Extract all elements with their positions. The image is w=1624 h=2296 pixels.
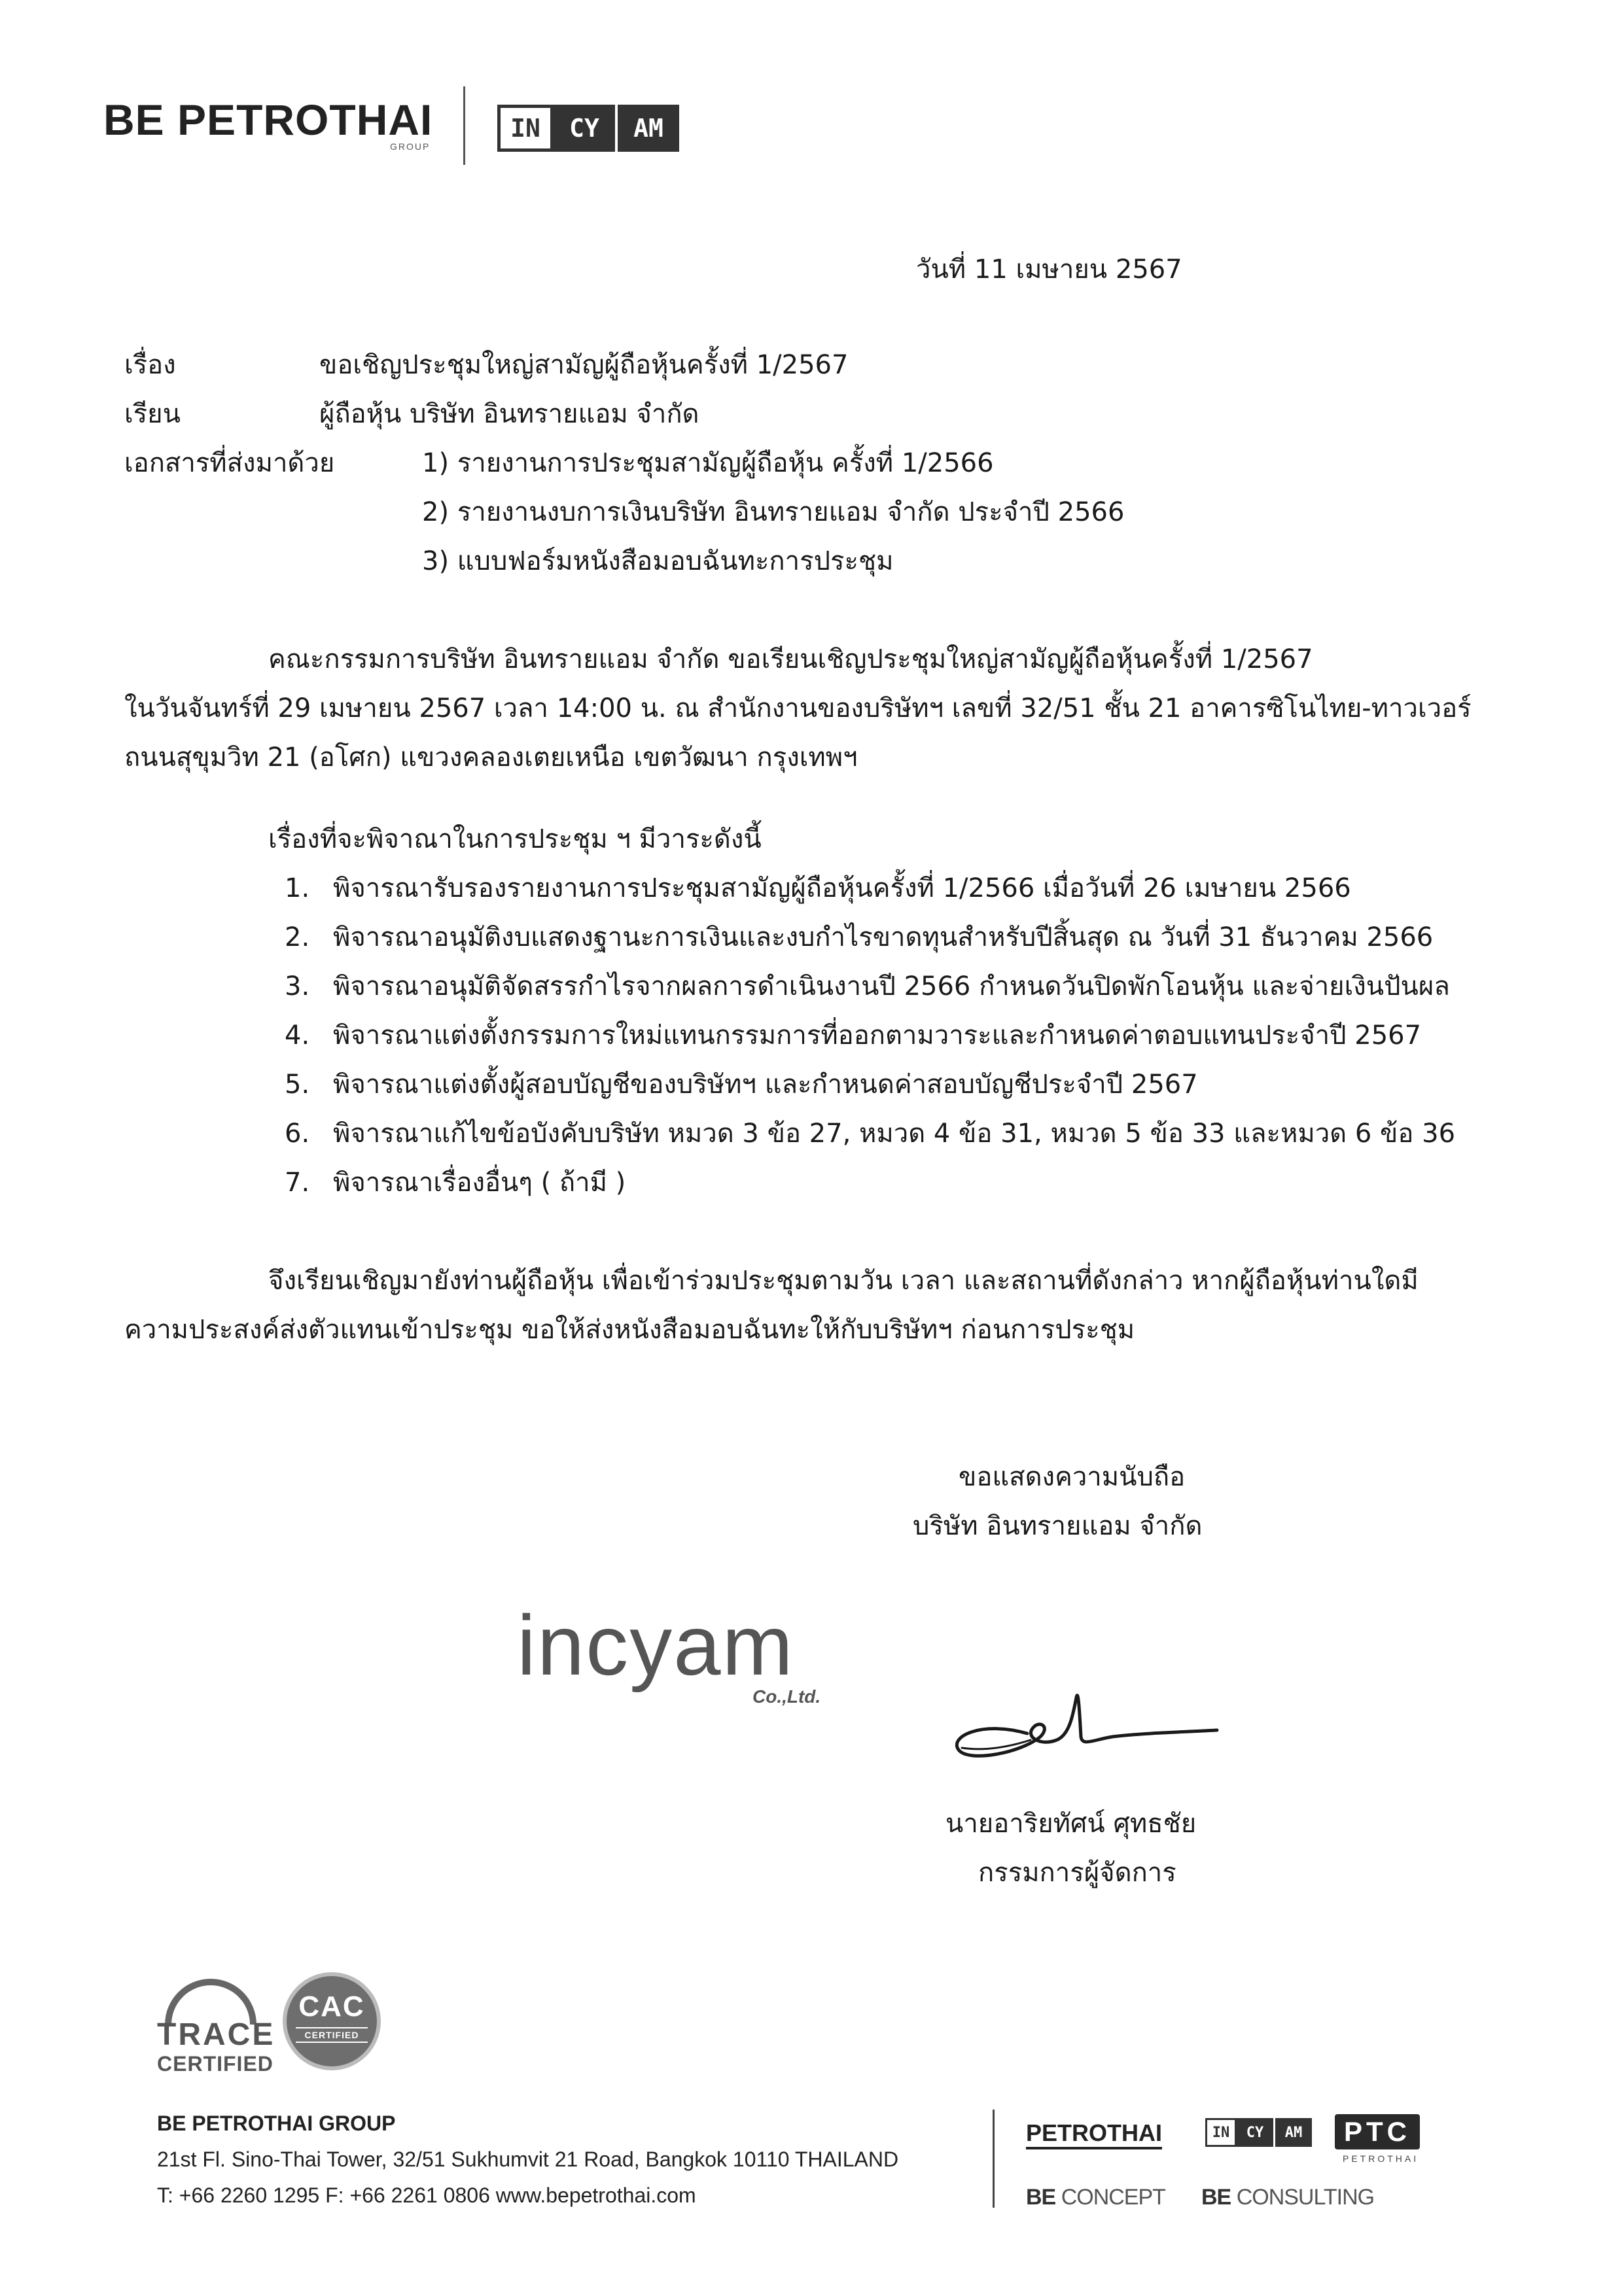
closing-line-2: ความประสงค์ส่งตัวแทนเข้าประชุม ขอให้ส่งหนังสือมอบฉันทะให้กับบริษัทฯ ก่อนการประชุม: [124, 1315, 1135, 1345]
agenda-intro: เรื่องที่จะพิจาณาในการประชุม ฯ มีวาระดังนี้: [268, 824, 762, 854]
subject-value: ขอเชิญประชุมใหญ่สามัญผู้ถือหุ้นครั้งที่ 1/2567: [319, 350, 849, 380]
agenda-item-text: พิจารณาแต่งตั้งกรรมการใหม่แทนกรรมการที่ออกตามวาระและกำหนดค่าตอบแทนประจำปี 2567: [333, 1020, 1422, 1051]
agenda-item-text: พิจารณาเรื่องอื่นๆ ( ถ้ามี ): [333, 1168, 626, 1198]
agenda-item: [285, 870, 1455, 919]
footer-divider: [993, 2110, 995, 2208]
agenda-item-number: 7.: [285, 1168, 310, 1198]
agenda-item-text: พิจารณาแก้ไขข้อบังคับบริษัท หมวด 3 ข้อ 27, หมวด 4 ข้อ 31, หมวด 5 ข้อ 33 และหมวด 6 ข้อ 36: [333, 1119, 1456, 1149]
company-sign-name: บริษัท อินทรายแอม จำกัด: [913, 1511, 1203, 1541]
incyam-logo: [497, 105, 679, 152]
closing-line-1: จึงเรียนเชิญมายังท่านผู้ถือหุ้น เพื่อเข้าร่วมประชุมตามวัน เวลา และสถานที่ดังกล่าว หากผู้ถือหุ้นท่านใดมี: [268, 1266, 1419, 1296]
agenda-item-number: 5.: [285, 1070, 310, 1100]
agenda-item-text: พิจารณาอนุมัติงบแสดงฐานะการเงินและงบกำไรขาดทุนสำหรับปีสิ้นสุด ณ วันที่ 31 ธันวาคม 2566: [333, 922, 1434, 952]
agenda-item: [285, 919, 1455, 968]
agenda-item: [285, 1164, 1455, 1213]
footer-incyam-logo: [1205, 2118, 1312, 2147]
trace-badge-subtitle: CERTIFIED: [157, 2052, 274, 2076]
agenda-item: [285, 1115, 1455, 1164]
enclosure-item: 1) รายงานการประชุมสามัญผู้ถือหุ้น ครั้งที่ 1/2566: [422, 448, 994, 478]
recipient-label: เรียน: [124, 399, 181, 429]
subject-label: เรื่อง: [124, 350, 176, 380]
signer-name: นายอาริยทัศน์ ศุทธชัย: [945, 1809, 1197, 1839]
footer-be-consulting-logo: [1201, 2185, 1374, 2210]
agenda-item: [285, 1066, 1455, 1115]
footer-petrothai-logo: PETROTHAI: [1026, 2119, 1162, 2149]
agenda-list: [285, 870, 1455, 1213]
incyam-logo-part-2: CY: [554, 105, 615, 152]
regards-text: ขอแสดงความนับถือ: [959, 1462, 1186, 1492]
agenda-item-text: พิจารณารับรองรายงานการประชุมสามัญผู้ถือหุ้นครั้งที่ 1/2566 เมื่อวันที่ 26 เมษายน 2566: [333, 873, 1351, 903]
footer-address: 21st Fl. Sino-Thai Tower, 32/51 Sukhumvit 21 Road, Bangkok 10110 THAILAND: [157, 2148, 899, 2171]
intro-line-1: คณะกรรมการบริษัท อินทรายแอม จำกัด ขอเรียนเชิญประชุมใหญ่สามัญผู้ถือหุ้นครั้งที่ 1/2567: [268, 644, 1313, 674]
be-petrothai-group-label: GROUP: [390, 141, 431, 152]
enclosure-item: 3) แบบฟอร์มหนังสือมอบฉันทะการประชุม: [422, 546, 894, 576]
enclosure-item: 2) รายงานงบการเงินบริษัท อินทรายแอม จำกัด ประจำปี 2566: [422, 497, 1125, 527]
agenda-item-number: 4.: [285, 1020, 310, 1051]
agenda-item-text: พิจารณาแต่งตั้งผู้สอบบัญชีของบริษัทฯ และกำหนดค่าสอบบัญชีประจำปี 2567: [333, 1070, 1198, 1100]
footer-company-name: BE PETROTHAI GROUP: [157, 2112, 396, 2135]
recipient-value: ผู้ถือหุ้น บริษัท อินทรายแอม จำกัด: [319, 399, 699, 429]
footer-consulting-word: CONSULTING: [1236, 2185, 1375, 2210]
footer-be-mark: BE: [1201, 2185, 1231, 2210]
agenda-item-number: 3.: [285, 971, 310, 1001]
agenda-item-number: 2.: [285, 922, 310, 952]
company-stamp: incyam: [517, 1597, 794, 1693]
agenda-item-number: 1.: [285, 873, 310, 903]
agenda-item: [285, 968, 1455, 1017]
incyam-logo-part-3: AM: [618, 105, 679, 152]
footer-ptc-logo: PTC: [1335, 2114, 1420, 2149]
footer-ptc-logo-sub: PETROTHAI: [1343, 2153, 1419, 2164]
intro-line-2: ในวันจันทร์ที่ 29 เมษายน 2567 เวลา 14:00 น. ณ สำนักงานของบริษัทฯ เลขที่ 32/51 ชั้น 21 อาคารซิโนไทย-ทาวเวอร์: [124, 693, 1472, 723]
footer-incyam-part-1: IN: [1205, 2118, 1237, 2147]
agenda-item-text: พิจารณาอนุมัติจัดสรรกำไรจากผลการดำเนินงานปี 2566 กำหนดวันปิดพักโอนหุ้น และจ่ายเงินปันผล: [333, 971, 1450, 1001]
header-divider: [463, 86, 465, 165]
footer-incyam-part-3: AM: [1275, 2118, 1312, 2147]
cac-badge-title: CAC: [298, 1991, 365, 2023]
cac-certified-badge: [283, 1972, 381, 2070]
cac-badge-subtitle: CERTIFIED: [296, 2027, 368, 2043]
trace-badge-title: TRACE: [157, 2017, 275, 2052]
footer-be-mark: BE: [1026, 2185, 1056, 2210]
company-stamp-suffix: Co.,Ltd.: [752, 1686, 821, 1707]
footer-incyam-part-2: CY: [1237, 2118, 1273, 2147]
agenda-item-number: 6.: [285, 1119, 310, 1149]
signer-title: กรรมการผู้จัดการ: [978, 1858, 1176, 1888]
intro-line-3: ถนนสุขุมวิท 21 (อโศก) แขวงคลองเตยเหนือ เขตวัฒนา กรุงเทพฯ: [124, 742, 858, 773]
handwritten-signature: [942, 1675, 1230, 1773]
agenda-item: [285, 1017, 1455, 1066]
footer-be-concept-logo: [1026, 2185, 1165, 2210]
enclosures-label: เอกสารที่ส่งมาด้วย: [124, 448, 335, 478]
footer-contact: T: +66 2260 1295 F: +66 2261 0806 www.bepetrothai.com: [157, 2183, 696, 2207]
trace-certified-badge: [157, 1979, 275, 2076]
incyam-logo-part-1: IN: [497, 105, 554, 152]
letter-date: วันที่ 11 เมษายน 2567: [916, 254, 1182, 285]
be-petrothai-logo: BE PETROTHAI: [103, 96, 433, 144]
footer-concept-word: CONCEPT: [1061, 2185, 1165, 2210]
